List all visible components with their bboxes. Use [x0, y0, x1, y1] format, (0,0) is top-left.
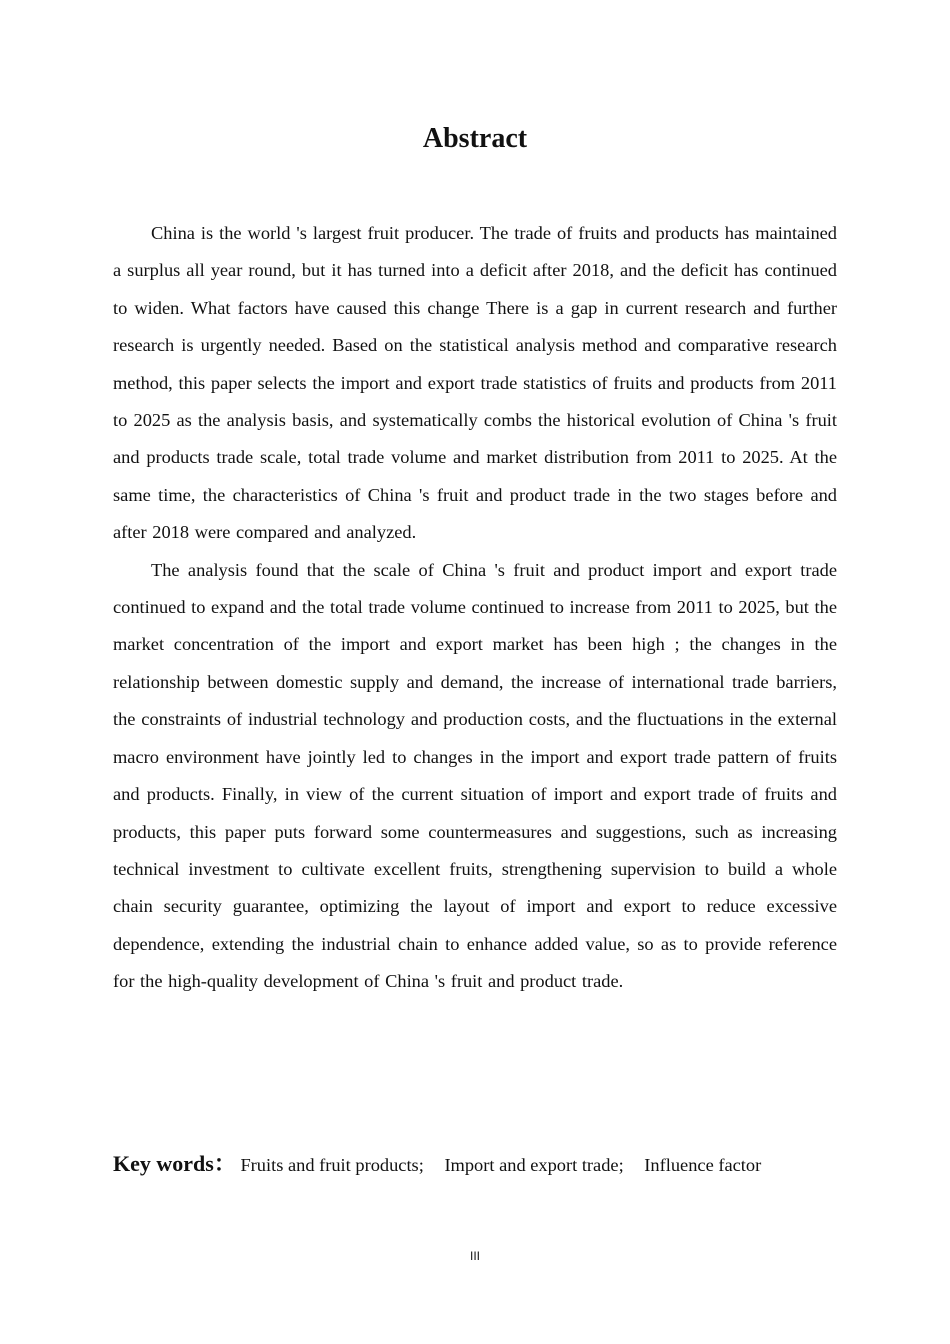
abstract-paragraph-1: China is the world 's largest fruit producer. The trade of fruits and products has maintained a surplus all year round, but it has turned into a deficit after 2018, and the deficit has continued to widen. What factors have caused this change There is a gap in current research and further research is urgently needed. Based on the statistical analysis method and comparative research method, this paper selects the import and export trade statistics of fruits and products from 2011 to 2025 as the analysis basis, and systematically combs the historical evolution of China 's fruit and products trade scale, total trade volume and market distribution from 2011 to 2025. At the same time, the characteristics of China 's fruit and product trade in the two stages before and after 2018 were compared and analyzed. — [113, 223, 837, 543]
abstract-title: Abstract — [422, 123, 528, 154]
keywords-line — [113, 1146, 837, 1183]
abstract-body — [113, 215, 837, 1001]
abstract-paragraph-2: The analysis found that the scale of China 's fruit and product import and export trade continued to expand and the total trade volume continued to increase from 2011 to 2025, but the market concentration of the import and export market has been high ; the changes in the relationship between domestic supply and demand, the increase of international trade barriers, the constraints of industrial technology and production costs, and the fluctuations in the external macro environment have jointly led to changes in the import and export trade pattern of fruits and products. Finally, in view of the current situation of import and export trade of fruits and products, this paper puts forward some countermeasures and suggestions, such as increasing technical investment to cultivate excellent fruits, strengthening supervision to build a whole chain security guarantee, optimizing the layout of import and export to reduce excessive dependence, extending the industrial chain to enhance added value, so as to provide reference for the high-quality development of China 's fruit and product trade. — [113, 559, 837, 992]
keyword-item: Import and export trade; — [444, 1155, 624, 1175]
page-number: III — [469, 1249, 480, 1263]
keywords-label: Key words： — [113, 1151, 236, 1176]
keyword-item: Fruits and fruit products; — [240, 1155, 424, 1175]
keyword-item: Influence factor — [644, 1155, 762, 1175]
